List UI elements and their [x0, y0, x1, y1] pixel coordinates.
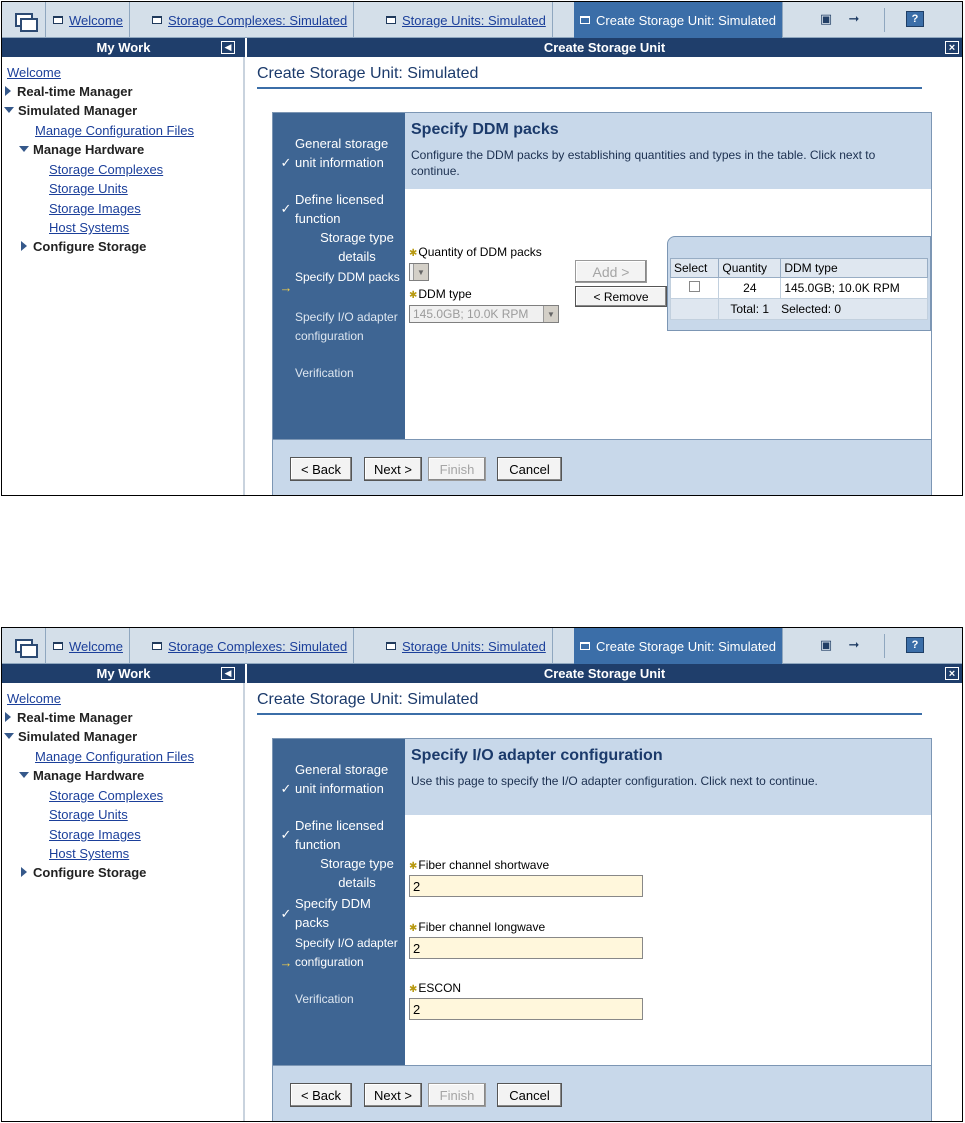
help-icon[interactable]: ? [906, 637, 924, 653]
tab-storage-units[interactable] [380, 628, 553, 664]
required-icon: ✱ [409, 984, 418, 995]
tab-label[interactable]: Storage Units: Simulated [402, 12, 546, 28]
wizard-steps: ✓ General storage unit information ✓ Define licensed function Storage type details → Specify DDM packs Specify I/O adapter configuration Verification [273, 113, 405, 439]
wizard-header [405, 113, 931, 189]
collapse-icon[interactable]: ◀ [221, 41, 235, 54]
tab-label[interactable]: Welcome [69, 638, 123, 654]
tab-welcome[interactable] [47, 2, 130, 38]
ddm-table-panel [667, 236, 931, 331]
logout-icon[interactable]: ➞ [848, 11, 860, 26]
nav-storage-images[interactable]: Storage Images [49, 827, 141, 842]
panel-title: Create Storage Unit [543, 666, 666, 681]
navigation-tree [2, 57, 245, 495]
quantity-label: ✱Quantity of DDM packs [409, 245, 542, 259]
nav-manage-config-files[interactable]: Manage Configuration Files [35, 123, 194, 138]
current-step-arrow-icon: → [279, 280, 293, 295]
my-work-title: My Work [96, 40, 151, 55]
my-work-header [2, 38, 245, 57]
wizard-header [405, 739, 931, 815]
tab-label[interactable]: Storage Units: Simulated [402, 638, 546, 654]
nav-storage-complexes[interactable]: Storage Complexes [49, 788, 164, 803]
nav-simulated-manager[interactable]: Simulated Manager [4, 103, 137, 118]
nav-manage-hardware[interactable]: Manage Hardware [19, 142, 144, 157]
close-icon[interactable]: × [945, 41, 959, 54]
nav-storage-units[interactable]: Storage Units [49, 181, 128, 196]
page-title: Create Storage Unit: Simulated [257, 691, 922, 715]
window-icon [386, 642, 396, 650]
nav-manage-hardware[interactable]: Manage Hardware [19, 768, 144, 783]
window-icon [580, 642, 590, 650]
nav-realtime-manager[interactable]: Real-time Manager [5, 84, 133, 99]
wizard-footer [273, 439, 931, 496]
selected-count: Selected: 0 [781, 302, 842, 316]
nav-welcome[interactable]: Welcome [7, 65, 61, 80]
escon-label: ✱ESCON [409, 981, 462, 995]
window-icon [152, 642, 162, 650]
chevron-down-icon: ▼ [413, 264, 428, 280]
expand-icon[interactable] [21, 867, 27, 877]
window-icon [580, 16, 590, 24]
tab-storage-units[interactable] [380, 2, 553, 38]
tab-create-storage-unit[interactable] [574, 2, 783, 38]
close-icon[interactable]: × [945, 667, 959, 680]
next-button[interactable]: Next > [364, 457, 422, 481]
page-title: Create Storage Unit: Simulated [257, 65, 922, 89]
finish-button[interactable]: Finish [428, 457, 486, 481]
fiber-shortwave-input[interactable] [409, 875, 643, 897]
nav-storage-complexes[interactable]: Storage Complexes [49, 162, 164, 177]
chevron-down-icon: ▼ [543, 306, 558, 322]
escon-input[interactable] [409, 998, 643, 1020]
collapse-tree-icon[interactable] [19, 146, 29, 152]
taskbar [2, 2, 962, 38]
nav-configure-storage[interactable]: Configure Storage [21, 865, 146, 880]
nav-welcome[interactable]: Welcome [7, 691, 61, 706]
taskbar [2, 628, 962, 664]
finish-button[interactable]: Finish [428, 1083, 486, 1107]
checkmark-icon: ✓ [280, 827, 292, 842]
nav-storage-images[interactable]: Storage Images [49, 201, 141, 216]
window-icon [386, 16, 396, 24]
collapse-tree-icon[interactable] [4, 733, 14, 739]
add-button[interactable]: Add > [575, 260, 647, 283]
nav-configure-storage[interactable]: Configure Storage [21, 239, 146, 254]
wizard-footer [273, 1065, 931, 1122]
quantity-select[interactable] [409, 263, 429, 281]
home-icon[interactable] [2, 2, 46, 38]
wizard-steps: ✓ General storage unit information ✓ Define licensed function Storage type details ✓ Specify DDM packs → Specify I/O adapter configuration Verification [273, 739, 405, 1065]
my-work-title: My Work [96, 666, 151, 681]
row-select-cell [671, 278, 719, 299]
tab-label: Create Storage Unit: Simulated [596, 638, 776, 654]
quantity-cell: 24 [719, 278, 781, 299]
required-icon: ✱ [409, 923, 418, 934]
step-heading: Specify DDM packs [411, 121, 559, 138]
checkmark-icon: ✓ [280, 155, 292, 170]
nav-storage-units[interactable]: Storage Units [49, 807, 128, 822]
remove-button[interactable]: < Remove [575, 286, 667, 307]
checkmark-icon: ✓ [280, 781, 292, 796]
wizard [272, 738, 932, 1122]
nav-host-systems[interactable]: Host Systems [49, 846, 130, 861]
fiber-shortwave-label: ✱Fiber channel shortwave [409, 858, 550, 872]
wizard-body [405, 815, 931, 1065]
back-button[interactable]: < Back [290, 457, 352, 481]
expand-icon[interactable] [21, 241, 27, 251]
toolbar-divider [884, 634, 885, 658]
ddm-type-select[interactable]: 145.0GB; 10.0K RPM ▼ [409, 305, 559, 323]
screenshot-io-adapter [1, 627, 963, 1122]
tab-label: Create Storage Unit: Simulated [596, 12, 776, 28]
my-work-header [2, 664, 245, 683]
column-header-select[interactable]: Select [671, 259, 719, 278]
cancel-button[interactable]: Cancel [497, 1083, 562, 1107]
table-summary [719, 299, 928, 320]
nav-simulated-manager[interactable]: Simulated Manager [4, 729, 137, 744]
step-description: Use this page to specify the I/O adapter configuration. Click next to continue. [411, 774, 818, 788]
expand-icon[interactable] [5, 86, 11, 96]
window-icon [53, 642, 63, 650]
nav-realtime-manager[interactable]: Real-time Manager [5, 710, 133, 725]
panel-title: Create Storage Unit [543, 40, 666, 55]
column-header-quantity[interactable]: Quantity [719, 259, 781, 278]
home-icon[interactable] [2, 628, 46, 664]
table-footer-row [671, 299, 928, 320]
panel-header [247, 664, 962, 683]
ddm-table [670, 258, 928, 320]
wizard [272, 112, 932, 496]
logout-icon[interactable]: ➞ [848, 637, 860, 652]
row-checkbox[interactable] [689, 281, 700, 292]
tab-storage-complexes[interactable] [146, 628, 354, 664]
current-step-arrow-icon: → [279, 955, 293, 970]
window-icon [53, 16, 63, 24]
column-header-ddm-type[interactable]: DDM type [781, 259, 928, 278]
table-row [671, 278, 928, 299]
checkmark-icon: ✓ [280, 906, 292, 921]
ddm-type-cell: 145.0GB; 10.0K RPM [781, 278, 928, 299]
nav-host-systems[interactable]: Host Systems [49, 220, 130, 235]
screenshot-ddm-packs [1, 1, 963, 496]
fiber-longwave-label: ✱Fiber channel longwave [409, 920, 546, 934]
required-icon: ✱ [409, 861, 418, 872]
tab-create-storage-unit[interactable] [574, 628, 783, 664]
tab-label[interactable]: Storage Complexes: Simulated [168, 638, 348, 654]
navigation-tree [2, 683, 245, 1121]
required-icon: ✱ [409, 248, 418, 259]
back-button[interactable]: < Back [290, 1083, 352, 1107]
help-icon[interactable]: ? [906, 11, 924, 27]
checkmark-icon: ✓ [280, 201, 292, 216]
tab-label[interactable]: Welcome [69, 12, 123, 28]
tab-welcome[interactable] [47, 628, 130, 664]
restore-window-icon[interactable]: ▣ [819, 11, 833, 26]
step-heading: Specify I/O adapter configuration [411, 747, 663, 764]
collapse-icon[interactable]: ◀ [221, 667, 235, 680]
ddm-type-label: ✱DDM type [409, 287, 472, 301]
next-button[interactable]: Next > [364, 1083, 422, 1107]
tab-storage-complexes[interactable] [146, 2, 354, 38]
expand-icon[interactable] [5, 712, 11, 722]
required-icon: ✱ [409, 290, 418, 301]
window-icon [152, 16, 162, 24]
toolbar-divider [884, 8, 885, 32]
cancel-button[interactable]: Cancel [497, 457, 562, 481]
step-description: Configure the DDM packs by establishing quantities and types in the table. Click next to continue. [411, 148, 876, 178]
restore-window-icon[interactable]: ▣ [819, 637, 833, 652]
panel-header [247, 38, 962, 57]
tab-label[interactable]: Storage Complexes: Simulated [168, 12, 348, 28]
collapse-tree-icon[interactable] [19, 772, 29, 778]
total-count: Total: 1 [730, 302, 770, 316]
collapse-tree-icon[interactable] [4, 107, 14, 113]
nav-manage-config-files[interactable]: Manage Configuration Files [35, 749, 194, 764]
fiber-longwave-input[interactable] [409, 937, 643, 959]
